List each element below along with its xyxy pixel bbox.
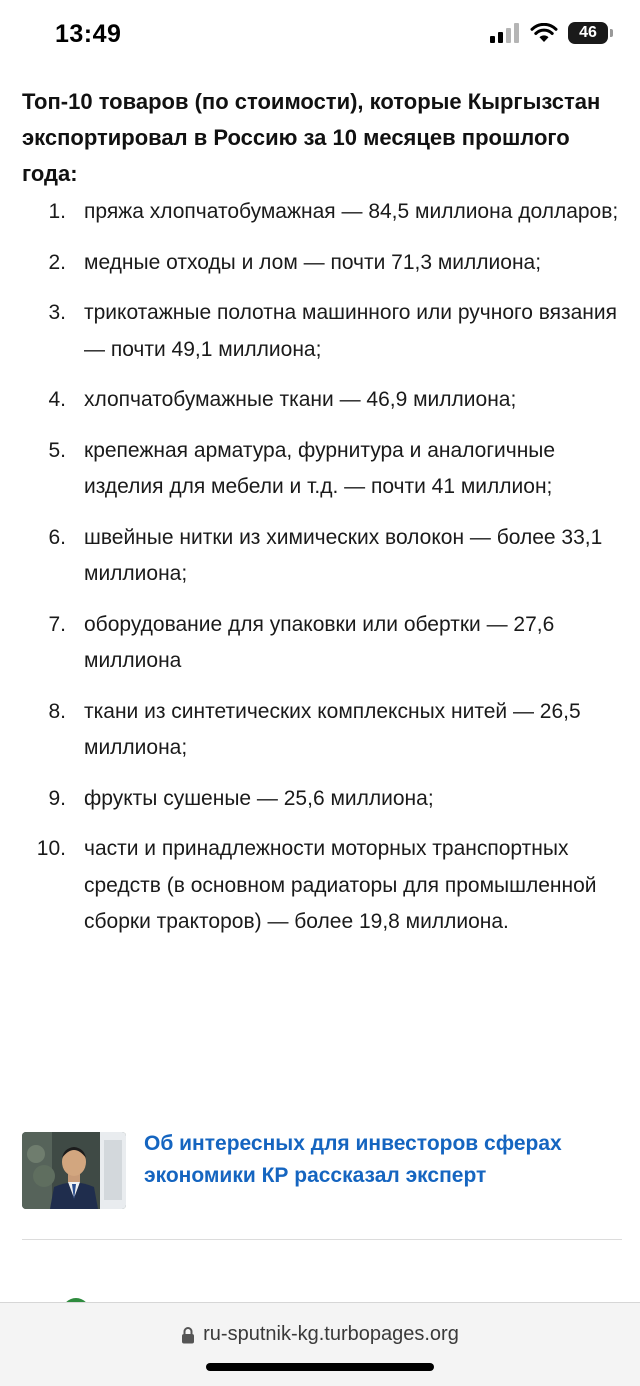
person-photo-icon	[22, 1132, 126, 1209]
list-item-number: 4.	[48, 388, 66, 411]
related-article-thumbnail[interactable]	[22, 1132, 126, 1209]
list-item-number: 9.	[48, 786, 66, 810]
list-item	[22, 245, 622, 282]
status-icons	[490, 22, 608, 44]
list-item	[22, 694, 622, 767]
url-row[interactable]	[0, 1323, 640, 1346]
list-item-number: 1.	[48, 200, 66, 223]
list-item	[22, 295, 622, 368]
lock-icon	[181, 1326, 195, 1344]
list-item-text: трикотажные полотна машинного или ручного вязания — почти 49,1 миллиона;	[84, 301, 618, 361]
list-item-number: 2.	[48, 250, 66, 274]
list-item	[22, 433, 622, 506]
list-item	[22, 520, 622, 593]
article-content	[22, 84, 622, 955]
list-item-text: хлопчатобумажные ткани — 46,9 миллиона;	[84, 388, 517, 411]
wifi-icon	[530, 23, 558, 43]
list-item-text: ткани из синтетических комплексных нитей — 26,5 миллиона;	[84, 699, 581, 759]
list-item-text: крепежная арматура, фурнитура и аналогичные изделия для мебели и т.д. — почти 41 миллион;	[84, 438, 556, 498]
list-item-number: 6.	[48, 525, 66, 549]
list-item-text: фрукты сушеные — 25,6 миллиона;	[84, 786, 434, 810]
list-item-number: 5.	[48, 438, 66, 462]
list-item	[22, 781, 622, 818]
list-item-text: оборудование для упаковки или обертки — 27,6 миллиона	[84, 612, 555, 672]
list-item	[22, 194, 622, 231]
battery-icon	[568, 22, 608, 44]
list-item	[22, 382, 622, 419]
list-item	[22, 831, 622, 941]
battery-level: 46	[579, 24, 597, 41]
list-item-number: 8.	[48, 699, 66, 723]
list-item-text: швейные нитки из химических волокон — более 33,1 миллиона;	[84, 525, 603, 585]
status-bar	[0, 0, 640, 70]
list-item-number: 10.	[36, 837, 66, 860]
list-item-number: 3.	[48, 301, 66, 324]
list-item-text: медные отходы и лом — почти 71,3 миллиона;	[84, 250, 542, 274]
related-article-card[interactable]	[22, 1128, 622, 1240]
export-list	[22, 194, 622, 941]
list-item-text: части и принадлежности моторных транспортных средств (в основном радиаторы для промышленной сборки тракторов) — более 19,8 миллиона.	[84, 837, 597, 933]
status-time: 13:49	[55, 20, 122, 48]
list-item-number: 7.	[48, 612, 66, 636]
signal-icon	[490, 23, 520, 43]
list-item-text: пряжа хлопчатобумажная — 84,5 миллиона долларов;	[84, 200, 619, 223]
browser-address-bar[interactable]	[0, 1302, 640, 1386]
url-text[interactable]: ru-sputnik-kg.turbopages.org	[203, 1323, 459, 1345]
home-indicator[interactable]	[206, 1363, 434, 1371]
list-item	[22, 607, 622, 680]
article-heading: Топ-10 товаров (по стоимости), которые Кыргызстан экспортировал в Россию за 10 месяцев прошлого года:	[22, 89, 601, 186]
related-article-title[interactable]: Об интересных для инвесторов сферах экономики КР рассказал эксперт	[144, 1132, 562, 1187]
